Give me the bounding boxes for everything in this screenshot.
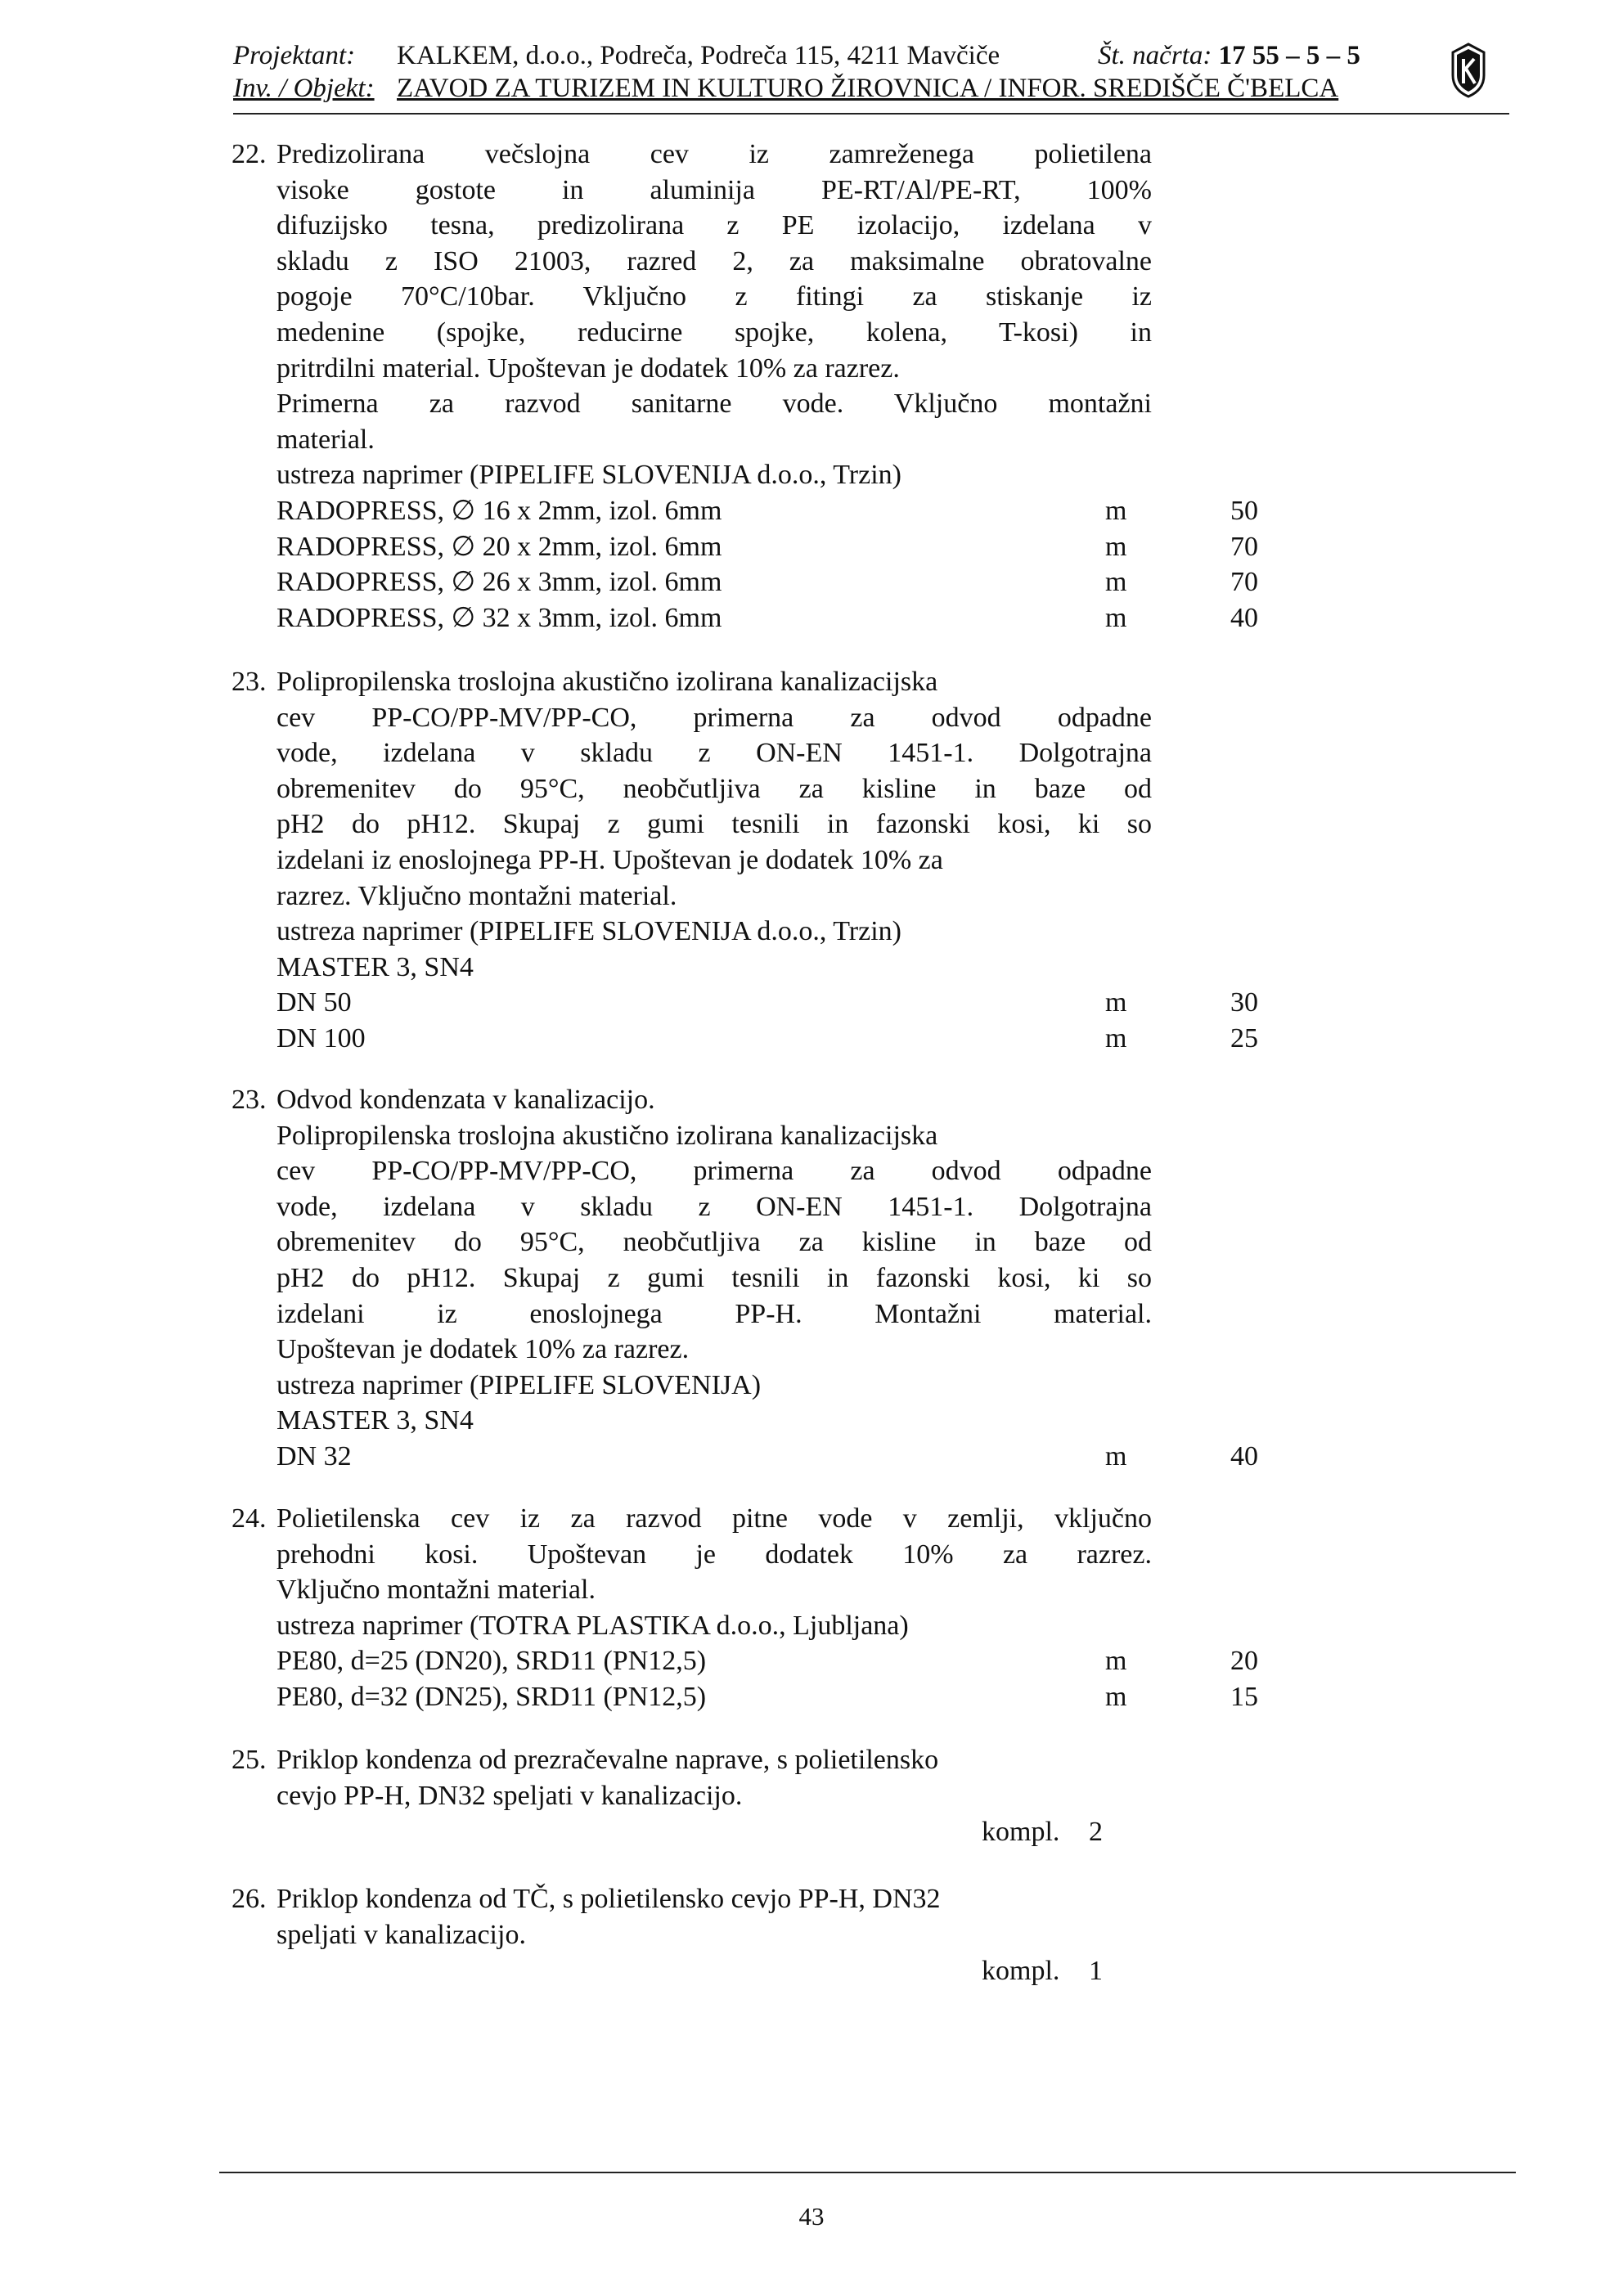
drawing-label: Št. načrta: xyxy=(1098,41,1212,70)
item-line: Upoštevan je dodatek 10% za razrez. xyxy=(276,1334,690,1365)
item-line: Priklop kondenza od TČ, s polietilensko cevjo PP-H, DN32 xyxy=(276,1884,941,1914)
item-line: MASTER 3, SN4 xyxy=(276,1405,474,1436)
row-description: DN 100 xyxy=(276,1022,366,1054)
item-line: razrez. Vključno montažni material. xyxy=(276,880,677,911)
header-divider xyxy=(233,113,1509,115)
item-number: 24. xyxy=(232,1503,267,1534)
item-line: izdelani iz enoslojnega PP-H. Upoštevan je dodatek 10% za xyxy=(276,844,943,875)
objekt-value: ZAVOD ZA TURIZEM IN KULTURO ŽIROVNICA / INFOR. SREDIŠČE Č'BELCA xyxy=(397,74,1339,103)
item-body xyxy=(276,137,1258,636)
row-quantity: 1 xyxy=(1089,1956,1103,1986)
item-line: pH2 do pH12. Skupaj z gumi tesnili in fazonski kosi, ki so xyxy=(276,1262,1152,1293)
quantity-row xyxy=(276,985,1258,1021)
row-quantity: 40 xyxy=(1230,602,1258,633)
row-unit: m xyxy=(1105,1440,1127,1472)
row-unit: m xyxy=(1105,1681,1127,1712)
item-line: speljati v kanalizacijo. xyxy=(276,1919,526,1950)
item-line: ustreza naprimer (TOTRA PLASTIKA d.o.o., Ljubljana) xyxy=(276,1610,909,1641)
row-description: DN 50 xyxy=(276,987,352,1018)
item-line: ustreza naprimer (PIPELIFE SLOVENIJA d.o.o., Trzin) xyxy=(276,460,901,491)
row-quantity: 50 xyxy=(1230,495,1258,526)
row-quantity: 40 xyxy=(1230,1440,1258,1472)
objekt-label: Inv. / Objekt: xyxy=(233,74,375,103)
row-quantity: 70 xyxy=(1230,531,1258,562)
item-number: 22. xyxy=(232,139,267,169)
item-body xyxy=(276,1742,1152,1813)
row-description: DN 32 xyxy=(276,1440,352,1472)
item-body xyxy=(276,1501,1258,1715)
item-number: 25. xyxy=(232,1745,267,1775)
item-line: cevjo PP-H, DN32 speljati v kanalizacijo. xyxy=(276,1780,743,1811)
item-line: Primerna za razvod sanitarne vode. Vključno montažni xyxy=(276,389,1152,420)
item-line: pogoje 70°C/10bar. Vključno z fitingi za stiskanje iz xyxy=(276,281,1152,312)
row-description: RADOPRESS, ∅ 32 x 3mm, izol. 6mm xyxy=(276,602,722,633)
item-line: vode, izdelana v skladu z ON-EN 1451-1. Dolgotrajna xyxy=(276,1191,1152,1222)
item-line: medenine (spojke, reducirne spojke, kolena, T-kosi) in xyxy=(276,317,1152,348)
page-header xyxy=(233,38,1509,111)
item-line: Odvod kondenzata v kanalizacijo. xyxy=(276,1085,655,1115)
item-line: pH2 do pH12. Skupaj z gumi tesnili in fazonski kosi, ki so xyxy=(276,809,1152,840)
item-line: prehodni kosi. Upoštevan je dodatek 10% za razrez. xyxy=(276,1539,1152,1570)
item-line: cev PP-CO/PP-MV/PP-CO, primerna za odvod odpadne xyxy=(276,702,1152,733)
item-line: Priklop kondenza od prezračevalne naprave, s polietilensko xyxy=(276,1745,939,1775)
item-line: vode, izdelana v skladu z ON-EN 1451-1. Dolgotrajna xyxy=(276,738,1152,769)
item-line: ustreza naprimer (PIPELIFE SLOVENIJA d.o.o., Trzin) xyxy=(276,916,901,947)
item-line: Polipropilenska troslojna akustično izolirana kanalizacijska xyxy=(276,1120,938,1151)
item-line: izdelani iz enoslojnega PP-H. Montažni material. xyxy=(276,1298,1152,1329)
row-description: RADOPRESS, ∅ 16 x 2mm, izol. 6mm xyxy=(276,495,722,526)
drawing-number: 17 55 – 5 – 5 xyxy=(1218,41,1360,70)
drawing-number-block xyxy=(1098,38,1360,74)
row-unit: kompl. xyxy=(982,1817,1060,1847)
item-line: pritrdilni material. Upoštevan je dodatek 10% za razrez. xyxy=(276,353,900,384)
item-line: obremenitev do 95°C, neobčutljiva za kisline in baze od xyxy=(276,773,1152,804)
quantity-row xyxy=(276,1021,1258,1057)
item-line: Predizolirana večslojna cev iz zamreženega polietilena xyxy=(276,139,1152,169)
item-number: 23. xyxy=(232,667,267,697)
item-line: material. xyxy=(276,424,375,455)
row-description: PE80, d=32 (DN25), SRD11 (PN12,5) xyxy=(276,1681,707,1712)
row-unit: m xyxy=(1105,602,1127,633)
row-unit: m xyxy=(1105,531,1127,562)
row-quantity: 15 xyxy=(1230,1681,1258,1712)
row-quantity: 25 xyxy=(1230,1022,1258,1054)
item-line: obremenitev do 95°C, neobčutljiva za kisline in baze od xyxy=(276,1227,1152,1258)
row-quantity: 20 xyxy=(1230,1646,1258,1677)
quantity-row xyxy=(276,1439,1258,1475)
row-description: RADOPRESS, ∅ 26 x 3mm, izol. 6mm xyxy=(276,567,722,598)
row-unit: kompl. xyxy=(982,1956,1060,1986)
quantity-row xyxy=(276,493,1258,529)
footer-divider xyxy=(219,2172,1516,2173)
item-body xyxy=(276,1881,1152,1952)
item-line: ustreza naprimer (PIPELIFE SLOVENIJA) xyxy=(276,1369,762,1400)
row-quantity: 2 xyxy=(1089,1817,1103,1847)
row-unit: m xyxy=(1105,495,1127,526)
item-line: skladu z ISO 21003, razred 2, za maksimalne obratovalne xyxy=(276,245,1152,276)
item-line: cev PP-CO/PP-MV/PP-CO, primerna za odvod odpadne xyxy=(276,1156,1152,1187)
row-description: PE80, d=25 (DN20), SRD11 (PN12,5) xyxy=(276,1646,707,1677)
quantity-row xyxy=(276,1679,1258,1715)
quantity-row xyxy=(276,1643,1258,1679)
item-line: Polipropilenska troslojna akustično izolirana kanalizacijska xyxy=(276,667,938,697)
header-row-objekt xyxy=(233,70,1509,106)
row-unit: m xyxy=(1105,1022,1127,1054)
row-quantity: 70 xyxy=(1230,567,1258,598)
row-unit: m xyxy=(1105,1646,1127,1677)
item-number: 23. xyxy=(232,1085,267,1115)
row-unit: m xyxy=(1105,567,1127,598)
quantity-row xyxy=(276,564,1258,600)
row-quantity: 30 xyxy=(1230,987,1258,1018)
projektant-label: Projektant: xyxy=(233,41,356,70)
header-row-projektant xyxy=(233,38,1509,74)
page-number: 43 xyxy=(798,2202,825,2231)
kalkem-logo-icon xyxy=(1450,43,1487,98)
quantity-row xyxy=(276,600,1258,636)
item-body xyxy=(276,1082,1258,1475)
item-line: MASTER 3, SN4 xyxy=(276,951,474,982)
row-description: RADOPRESS, ∅ 20 x 2mm, izol. 6mm xyxy=(276,531,722,562)
row-unit: m xyxy=(1105,987,1127,1018)
item-line: Polietilenska cev iz za razvod pitne vode v zemlji, vključno xyxy=(276,1503,1152,1534)
item-line: Vključno montažni material. xyxy=(276,1575,596,1606)
projektant-value: KALKEM, d.o.o., Podreča, Podreča 115, 4211 Mavčiče xyxy=(397,41,1000,70)
item-line: visoke gostote in aluminija PE-RT/Al/PE-RT, 100% xyxy=(276,174,1152,205)
item-line: difuzijsko tesna, predizolirana z PE izolacijo, izdelana v xyxy=(276,210,1152,241)
item-body xyxy=(276,664,1258,1057)
item-number: 26. xyxy=(232,1884,267,1914)
quantity-row xyxy=(276,529,1258,565)
